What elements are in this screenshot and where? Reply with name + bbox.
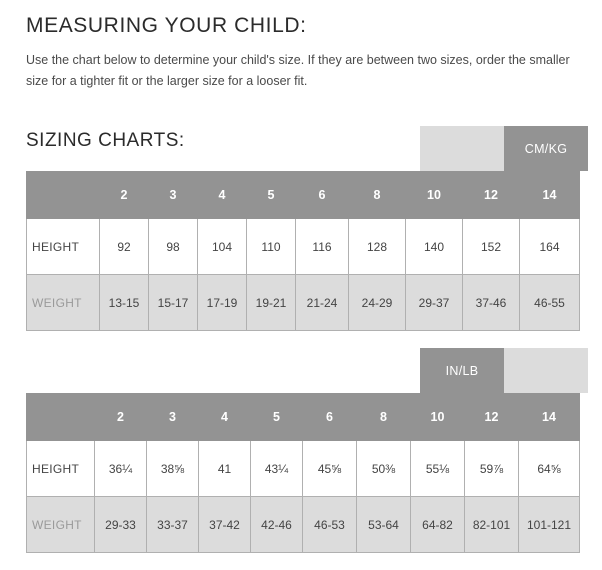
size-header: 3 [147,394,199,441]
sizing-charts-heading: SIZING CHARTS: [26,130,185,151]
corner-cell [27,394,95,441]
size-header: 6 [296,172,349,219]
weight-row [27,275,580,331]
weight-cell: 37-42 [199,497,251,553]
intro-text: Use the chart below to determine your child's size. If they are between two sizes, order the smaller size for a tighter fit or the larger size for a looser fit. [26,53,570,88]
size-header: 10 [406,172,463,219]
size-header: 12 [465,394,519,441]
weight-cell: 29-33 [95,497,147,553]
weight-cell: 33-37 [147,497,199,553]
size-header: 3 [149,172,198,219]
height-cell: 38⅝ [147,441,199,497]
height-row [27,219,580,275]
height-cell: 50⅜ [357,441,411,497]
size-header: 5 [251,394,303,441]
height-cell: 98 [149,219,198,275]
toggle-in-lb-button[interactable]: IN/LB [420,348,504,393]
height-cell: 59⅞ [465,441,519,497]
size-header: 8 [349,172,406,219]
height-cell: 43¼ [251,441,303,497]
height-cell: 104 [198,219,247,275]
height-cell: 36¼ [95,441,147,497]
row-label: HEIGHT [27,219,100,275]
size-header: 14 [520,172,580,219]
size-header-row [27,394,580,441]
weight-cell: 29-37 [406,275,463,331]
size-header: 2 [100,172,149,219]
size-header: 6 [303,394,357,441]
imperial-unit-toggle [420,348,588,393]
metric-size-table [26,171,580,331]
height-cell: 164 [520,219,580,275]
weight-cell: 46-53 [303,497,357,553]
weight-cell: 13-15 [100,275,149,331]
height-cell: 116 [296,219,349,275]
size-header: 12 [463,172,520,219]
weight-row [27,497,580,553]
imperial-size-table [26,393,580,553]
row-label: WEIGHT [27,497,95,553]
row-label: HEIGHT [27,441,95,497]
size-header: 5 [247,172,296,219]
size-header: 4 [199,394,251,441]
height-cell: 55⅛ [411,441,465,497]
height-row [27,441,580,497]
size-header: 14 [519,394,580,441]
metric-unit-toggle [420,126,588,171]
size-header: 8 [357,394,411,441]
weight-cell: 42-46 [251,497,303,553]
weight-cell: 17-19 [198,275,247,331]
height-cell: 140 [406,219,463,275]
row-label: WEIGHT [27,275,100,331]
height-cell: 152 [463,219,520,275]
weight-cell: 53-64 [357,497,411,553]
height-cell: 45⅝ [303,441,357,497]
size-header-row [27,172,580,219]
toggle-metric-button[interactable] [504,348,588,393]
weight-cell: 24-29 [349,275,406,331]
toggle-cm-kg-button[interactable]: CM/KG [504,126,588,171]
height-cell: 128 [349,219,406,275]
height-cell: 41 [199,441,251,497]
size-header: 2 [95,394,147,441]
weight-cell: 21-24 [296,275,349,331]
weight-cell: 64-82 [411,497,465,553]
weight-cell: 101-121 [519,497,580,553]
weight-cell: 82-101 [465,497,519,553]
weight-cell: 37-46 [463,275,520,331]
height-cell: 110 [247,219,296,275]
height-cell: 92 [100,219,149,275]
weight-cell: 15-17 [149,275,198,331]
corner-cell [27,172,100,219]
page-heading: MEASURING YOUR CHILD: [26,14,307,37]
weight-cell: 46-55 [520,275,580,331]
size-header: 10 [411,394,465,441]
toggle-inches-button[interactable] [420,126,504,171]
size-header: 4 [198,172,247,219]
height-cell: 64⅝ [519,441,580,497]
weight-cell: 19-21 [247,275,296,331]
